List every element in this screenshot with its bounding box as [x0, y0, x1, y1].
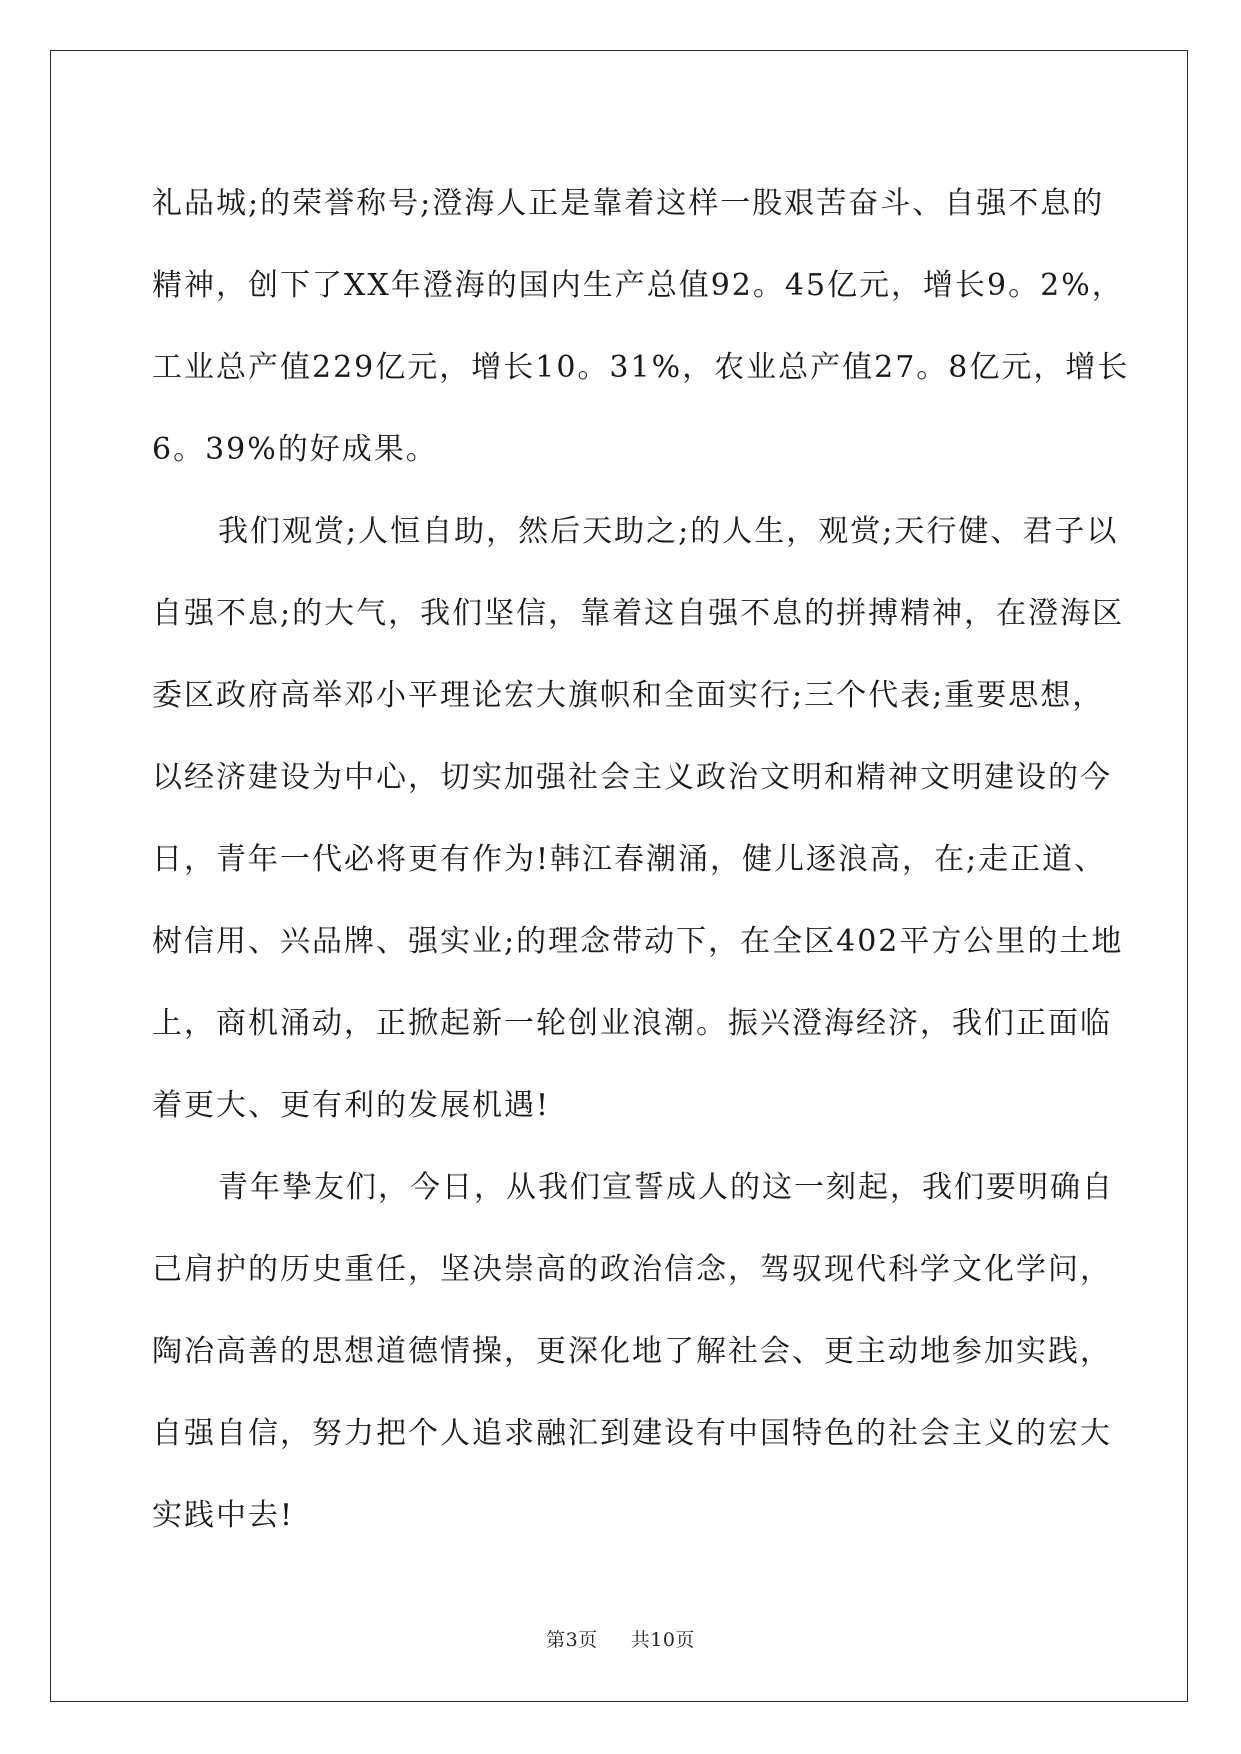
text-line: 树信用、兴品牌、强实业;的理念带动下，在全区402平方公里的土地 — [152, 924, 1124, 959]
text-line: 委区政府高举邓小平理论宏大旗帜和全面实行;三个代表;重要思想， — [152, 678, 1105, 713]
text-line: 日，青年一代必将更有作为!韩江春潮涌，健儿逐浪高，在;走正道、 — [152, 842, 1107, 877]
text-line: 着更大、更有利的发展机遇! — [152, 1088, 551, 1123]
text-line: 精神，创下了XX年澄海的国内生产总值92。45亿元，增长9。2%， — [152, 268, 1124, 303]
text-line: 自强自信，努力把个人追求融汇到建设有中国特色的社会主义的宏大 — [152, 1416, 1112, 1451]
text-line: 青年挚友们，今日，从我们宣誓成人的这一刻起，我们要明确自 — [218, 1170, 1114, 1205]
paragraph-2 — [152, 491, 1125, 1147]
text-line: 礼品城;的荣誉称号;澄海人正是靠着这样一股艰苦奋斗、自强不息的 — [152, 186, 1105, 221]
paragraph-3 — [152, 1147, 1114, 1557]
text-line: 我们观赏;人恒自助，然后天助之;的人生，观赏;天行健、君子以 — [218, 514, 1119, 549]
text-line: 己肩护的历史重任，坚决崇高的政治信念，驾驭现代科学文化学问， — [152, 1252, 1112, 1287]
total-pages: 共10页 — [630, 1629, 695, 1651]
page-footer — [0, 1625, 1241, 1652]
text-line: 陶冶高善的思想道德情操，更深化地了解社会、更主动地参加实践， — [152, 1334, 1112, 1369]
text-line: 上，商机涌动，正掀起新一轮创业浪潮。振兴澄海经济，我们正面临 — [152, 1006, 1112, 1041]
page-number: 第3页 — [546, 1629, 598, 1651]
text-line: 自强不息;的大气，我们坚信，靠着这自强不息的拼搏精神，在澄海区 — [152, 596, 1125, 631]
paragraph-1 — [152, 163, 1130, 491]
document-body — [152, 163, 1130, 1557]
text-line: 6。39%的好成果。 — [152, 432, 438, 467]
text-line: 工业总产值229亿元，增长10。31%，农业总产值27。8亿元，增长 — [152, 350, 1130, 385]
text-line: 实践中去! — [152, 1498, 295, 1533]
text-line: 以经济建设为中心，切实加强社会主义政治文明和精神文明建设的今 — [152, 760, 1112, 795]
